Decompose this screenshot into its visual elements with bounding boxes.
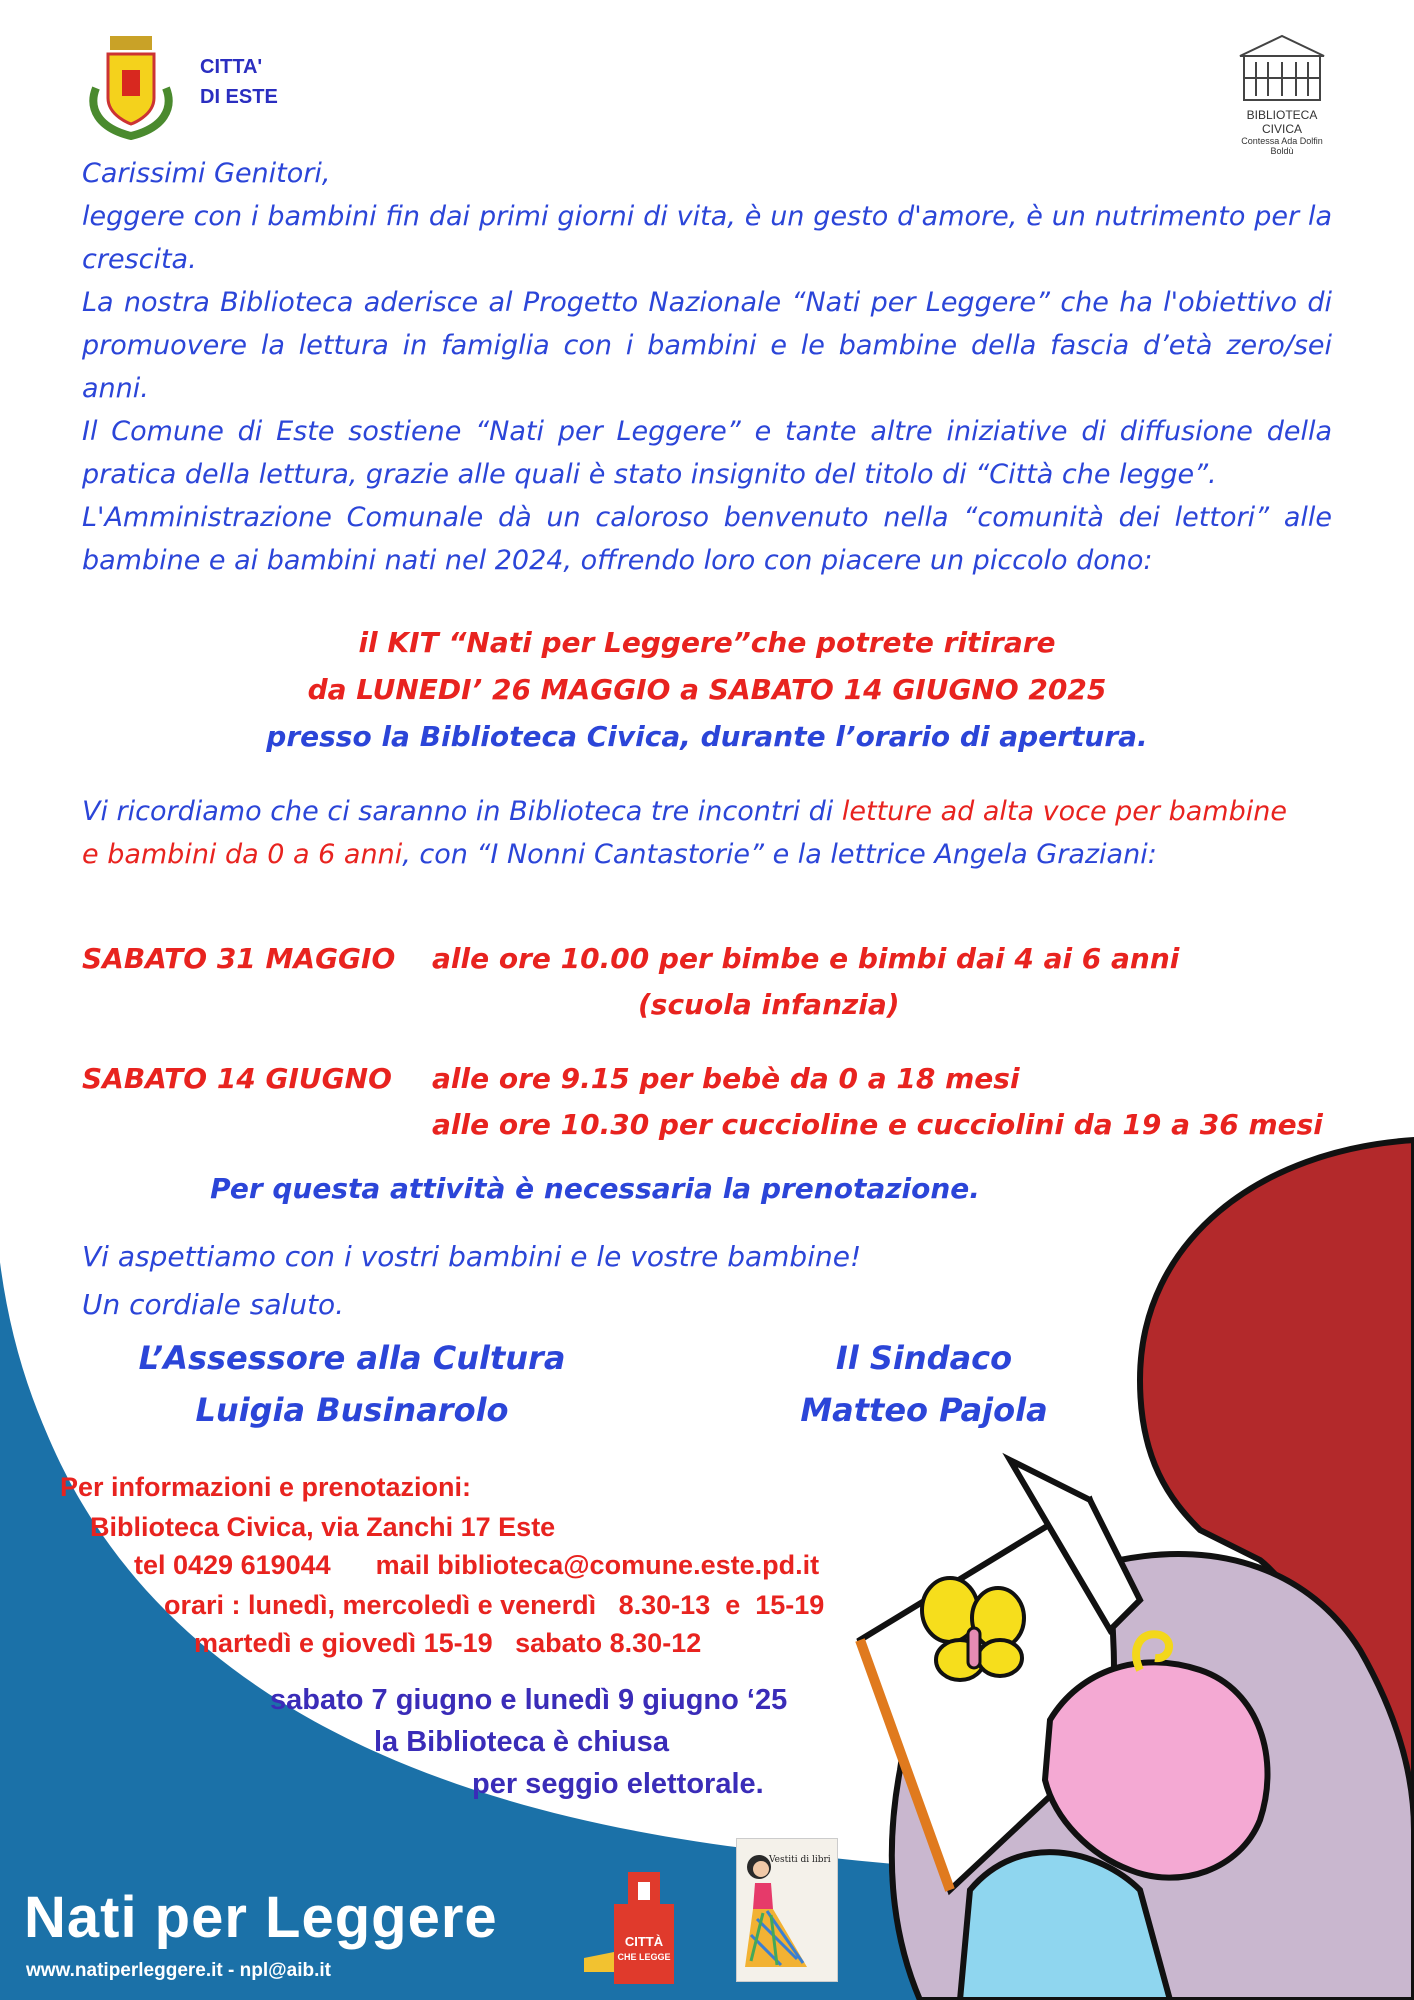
closure-line-1: sabato 7 giugno e lunedì 9 giugno ‘25 (270, 1684, 788, 1716)
info-title: Per informazioni e prenotazioni: (60, 1472, 472, 1502)
footer-brand: Nati per Leggere (24, 1885, 498, 1950)
readings-intro (82, 790, 1352, 876)
readings-highlight-2: e bambini da 0 a 6 anni (82, 839, 403, 870)
intro-greeting: Carissimi Genitori, (82, 158, 331, 189)
signature-assessore-name: Luigia Businarolo (195, 1391, 509, 1429)
library-building-icon (1236, 32, 1328, 104)
signature-assessore-role: L’Assessore alla Cultura (138, 1339, 566, 1377)
intro-paragraph-4: L'Amministrazione Comunale dà un caloroso benvenuto nella “comunità dei lettori” alle bambine e ai bambini nati nel 2024, offrendo loro con piacere un piccolo dono: (82, 502, 1332, 576)
event-2-line-1: alle ore 9.15 per bebè da 0 a 18 mesi (432, 1062, 1020, 1095)
signature-assessore (72, 1332, 632, 1436)
intro-paragraph-1: leggere con i bambini fin dai primi giorni di vita, è un gesto d'amore, è un nutrimento per la crescita. (82, 201, 1332, 275)
event-1-date: SABATO 31 MAGGIO (82, 942, 396, 975)
kit-line-1: il KIT “Nati per Leggere”che potrete ritirare (358, 626, 1056, 659)
info-hours-2: martedì e giovedì 15-19 sabato 8.30-12 (194, 1628, 702, 1658)
event-2-date: SABATO 14 GIUGNO (82, 1062, 392, 1095)
closure-line-3: per seggio elettorale. (472, 1768, 764, 1800)
city-line-1: CITTA' (200, 56, 263, 78)
reading-illustration (840, 1130, 1414, 2000)
info-contacts: tel 0429 619044 mail biblioteca@comune.este.pd.it (134, 1550, 820, 1580)
signature-sindaco-name: Matteo Pajola (800, 1391, 1048, 1429)
booking-note: Per questa attività è necessaria la prenotazione. (210, 1172, 980, 1205)
library-subname: Contessa Ada Dolfin Boldù (1241, 136, 1323, 156)
info-hours-1: orari : lunedì, mercoledì e venerdì 8.30-13 e 15-19 (164, 1590, 825, 1620)
event-1-line-1: alle ore 10.00 per bimbe e bimbi dai 4 ai 6 anni (432, 942, 1180, 975)
readings-intro-b: , con “I Nonni Cantastorie” e la lettrice Angela Graziani: (402, 839, 1157, 870)
signature-sindaco-role: Il Sindaco (835, 1339, 1013, 1377)
readings-highlight-1: letture ad alta voce per bambine (841, 796, 1287, 827)
closing-line-2: Un cordiale saluto. (82, 1288, 345, 1321)
citta-che-legge-logo (584, 1868, 692, 1986)
butterfly-icon (922, 1578, 1024, 1680)
closure-line-2: la Biblioteca è chiusa (374, 1726, 669, 1758)
signature-sindaco (644, 1332, 1204, 1436)
closing-line-1: Vi aspettiamo con i vostri bambini e le vostre bambine! (82, 1240, 862, 1273)
event-2-line-2: alle ore 10.30 per cuccioline e cucciolini da 19 a 36 mesi (432, 1108, 1323, 1141)
library-name: BIBLIOTECA CIVICA (1246, 108, 1318, 136)
city-line-2: DI ESTE (200, 86, 278, 108)
footer-url: www.natiperleggere.it - npl@aib.it (26, 1960, 331, 1981)
library-logo (1232, 32, 1332, 156)
info-address: Biblioteca Civica, via Zanchi 17 Este (90, 1512, 556, 1542)
city-name (200, 52, 278, 112)
intro-text (82, 152, 1332, 582)
dress-icon (737, 1839, 837, 1981)
city-crest-icon (88, 28, 174, 140)
book-cover-vestiti-di-libri (736, 1838, 838, 1982)
kit-line-3: presso la Biblioteca Civica, durante l’orario di apertura. (266, 720, 1148, 753)
event-1-line-2: (scuola infanzia) (638, 988, 900, 1021)
kit-line-2: da LUNEDI’ 26 MAGGIO a SABATO 14 GIUGNO 2025 (307, 673, 1107, 706)
book-cover-title: Vestiti di libri (769, 1855, 831, 1865)
citta-tower-icon (584, 1868, 692, 1986)
intro-paragraph-2: La nostra Biblioteca aderisce al Progetto Nazionale “Nati per Leggere” che ha l'obiettivo di promuovere la lettura in famiglia con i bambini e le bambine della fascia d’età zero/sei anni. (82, 287, 1332, 404)
citta-logo-line-1: CITTÀ (624, 1934, 664, 1949)
intro-paragraph-3: Il Comune di Este sostiene “Nati per Leggere” e tante altre iniziative di diffusione della pratica della lettura, grazie alle quali è stato insignito del titolo di “Città che legge”. (82, 416, 1332, 490)
citta-logo-line-2: CHE LEGGE (617, 1952, 671, 1962)
readings-intro-a: Vi ricordiamo che ci saranno in Biblioteca tre incontri di (82, 796, 842, 827)
